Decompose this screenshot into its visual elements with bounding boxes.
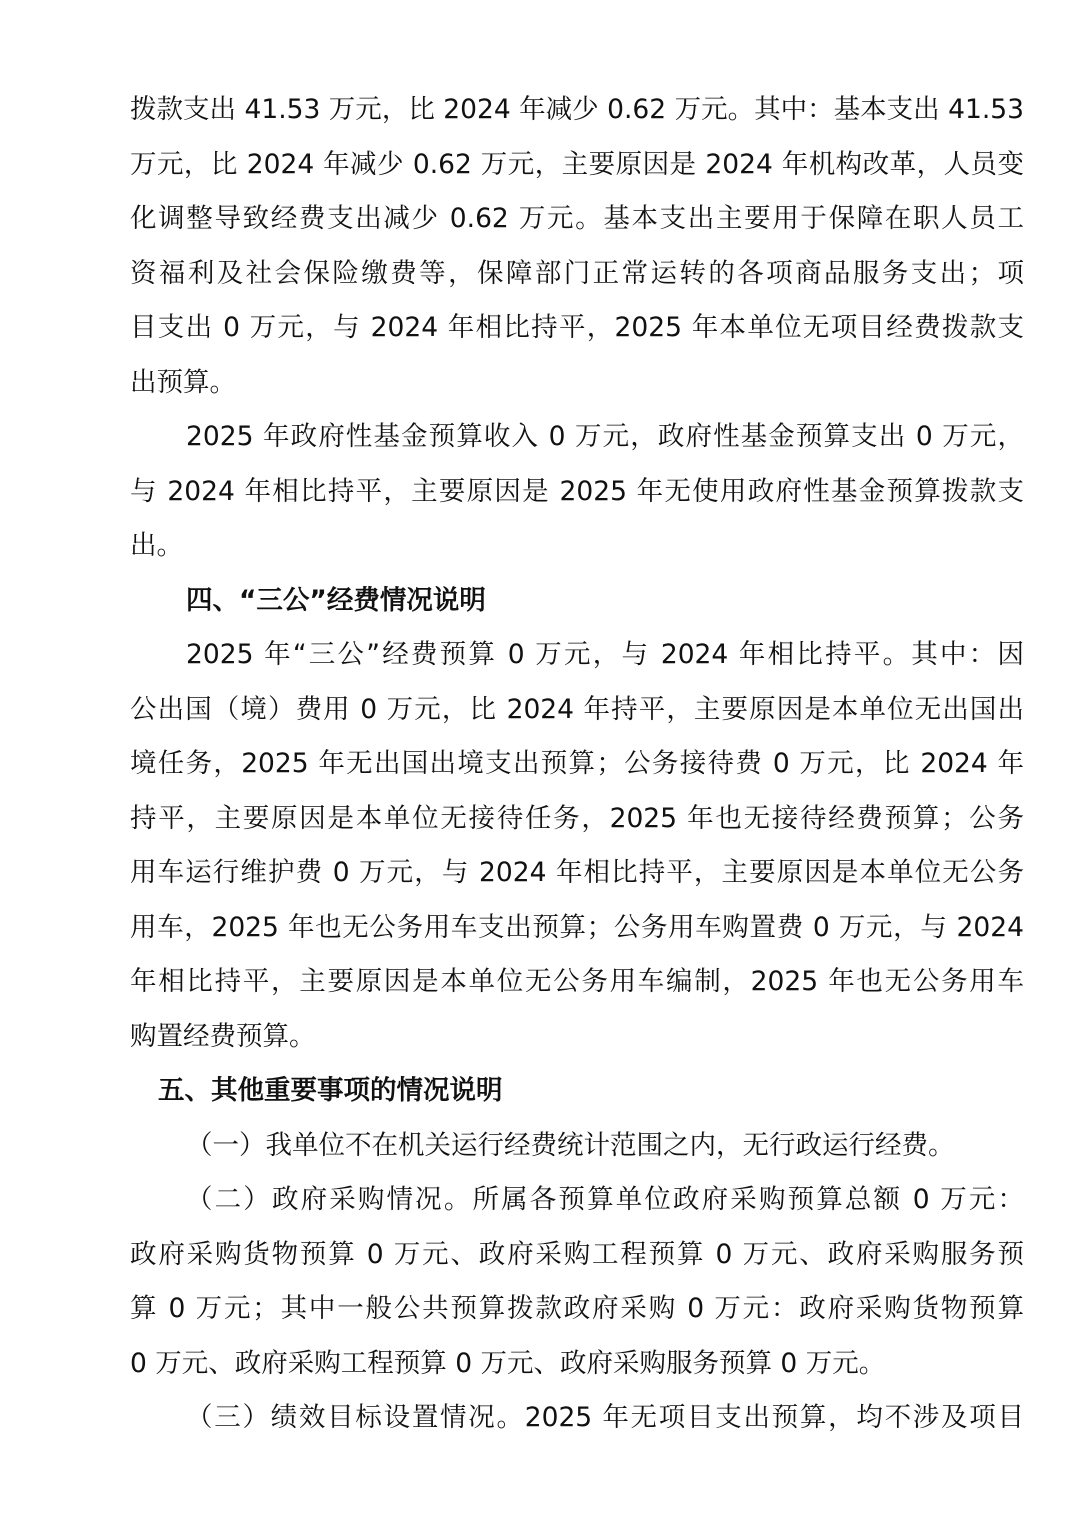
section-heading-three-public-expenses: 四、“三公”经费情况说明 [186, 584, 486, 616]
text-line: （二）政府采购情况。所属各预算单位政府采购预算总额 0 万元： [186, 1184, 1024, 1215]
text-line: 政府采购货物预算 0 万元、政府采购工程预算 0 万元、政府采购服务预 [130, 1238, 1024, 1270]
paragraph-three-public-expenses [130, 628, 1024, 1064]
text-line: 持平，主要原因是本单位无接待任务，2025 年也无接待经费预算；公务 [130, 802, 1024, 834]
paragraph-performance-goals [130, 1391, 1024, 1446]
text-line: 拨款支出 41.53 万元，比 2024 年减少 0.62 万元。其中：基本支出 41.53 [130, 94, 1024, 125]
text-line: 化调整导致经费支出减少 0.62 万元。基本支出主要用于保障在职人员工 [130, 203, 1024, 234]
paragraph-government-procurement [130, 1173, 1024, 1391]
text-line: 用车运行维护费 0 万元，与 2024 年相比持平，主要原因是本单位无公务 [130, 857, 1024, 888]
text-line: 2025 年政府性基金预算收入 0 万元，政府性基金预算支出 0 万元， [186, 421, 1024, 452]
text-line: 算 0 万元；其中一般公共预算拨款政府采购 0 万元：政府采购货物预算 [130, 1293, 1024, 1324]
paragraph-operating-expenses [130, 1119, 1024, 1174]
text-line: 购置经费预算。 [130, 1020, 316, 1052]
paragraph-government-fund [130, 410, 1024, 574]
text-line: 资福利及社会保险缴费等，保障部门正常运转的各项商品服务支出；项 [130, 257, 1024, 289]
text-line: （三）绩效目标设置情况。2025 年无项目支出预算，均不涉及项目 [186, 1402, 1024, 1433]
text-line: 用车，2025 年也无公务用车支出预算；公务用车购置费 0 万元，与 2024 [130, 911, 1024, 943]
text-line: 公出国（境）费用 0 万元，比 2024 年持平，主要原因是本单位无出国出 [130, 693, 1024, 725]
text-line: 境任务，2025 年无出国出境支出预算；公务接待费 0 万元，比 2024 年 [130, 748, 1024, 779]
text-line: 目支出 0 万元，与 2024 年相比持平，2025 年本单位无项目经费拨款支 [130, 312, 1024, 343]
paragraph-budget-expenditure [130, 83, 1024, 410]
text-line: 出。 [130, 530, 183, 561]
text-line: 与 2024 年相比持平，主要原因是 2025 年无使用政府性基金预算拨款支 [130, 475, 1024, 507]
text-line: 出预算。 [130, 366, 236, 398]
text-line: （一）我单位不在机关运行经费统计范围之内，无行政运行经费。 [186, 1129, 955, 1161]
text-line: 2025 年“三公”经费预算 0 万元，与 2024 年相比持平。其中：因 [186, 639, 1024, 670]
text-line: 0 万元、政府采购工程预算 0 万元、政府采购服务预算 0 万元。 [130, 1347, 886, 1379]
document-page [130, 83, 1024, 1446]
text-line: 年相比持平，主要原因是本单位无公务用车编制，2025 年也无公务用车 [130, 966, 1024, 997]
text-line: 万元，比 2024 年减少 0.62 万元，主要原因是 2024 年机构改革，人员变 [130, 148, 1024, 180]
section-heading-other-matters: 五、其他重要事项的情况说明 [158, 1075, 503, 1106]
